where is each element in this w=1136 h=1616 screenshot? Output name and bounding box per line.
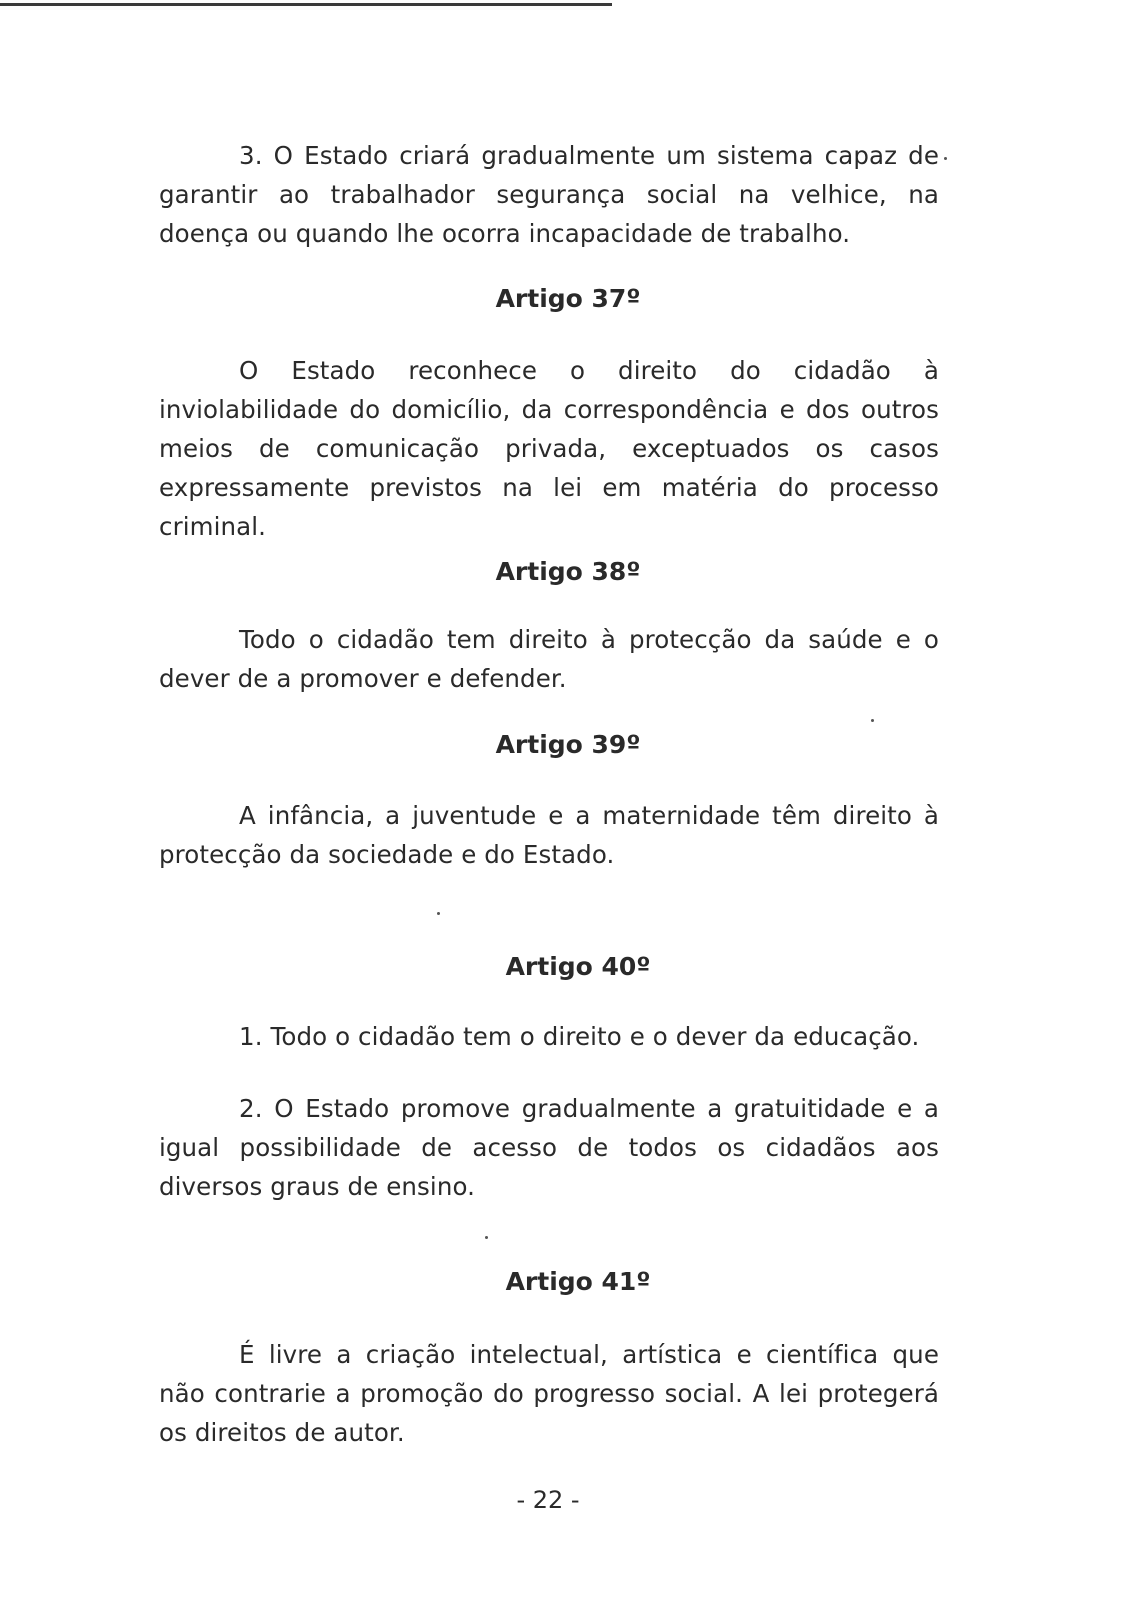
article-41-heading: Artigo 41º xyxy=(505,1267,651,1296)
article-40-heading: Artigo 40º xyxy=(505,952,651,981)
article-41-text: É livre a criação intelectual, artística e científica que não contrarie a promoção do progresso social. A lei protegerá os direitos de autor. xyxy=(159,1340,939,1447)
article-40-paragraph-2: 2. O Estado promove gradualmente a gratuitidade e a igual possibilidade de acesso de todos os cidadãos aos diversos graus de ensino. xyxy=(159,1094,939,1201)
scan-speck xyxy=(485,1236,488,1239)
scan-speck xyxy=(437,912,440,915)
article-38-text: Todo o cidadão tem direito à protecção da saúde e o dever de a promover e defender. xyxy=(159,625,939,693)
top-border-rule xyxy=(0,3,612,6)
scan-speck xyxy=(871,719,874,722)
article-37-text: O Estado reconhece o direito do cidadão à inviolabilidade do domicílio, da correspondência e dos outros meios de comunicação privada, exceptuados os casos expressamente previstos na lei em matéria do processo criminal. xyxy=(159,356,939,541)
article-38-heading: Artigo 38º xyxy=(495,557,641,586)
article-37-heading: Artigo 37º xyxy=(495,284,641,313)
article-39-text: A infância, a juventude e a maternidade têm direito à protecção da sociedade e do Estado. xyxy=(159,801,939,869)
article-40-paragraph-1: 1. Todo o cidadão tem o direito e o dever da educação. xyxy=(239,1022,920,1051)
page-number: - 22 - xyxy=(516,1486,580,1514)
article-36-paragraph-3: 3. O Estado criará gradualmente um sistema capaz de garantir ao trabalhador segurança social na velhice, na doença ou quando lhe ocorra incapacidade de trabalho. xyxy=(159,141,939,248)
scan-speck xyxy=(944,157,947,160)
article-39-heading: Artigo 39º xyxy=(495,730,641,759)
